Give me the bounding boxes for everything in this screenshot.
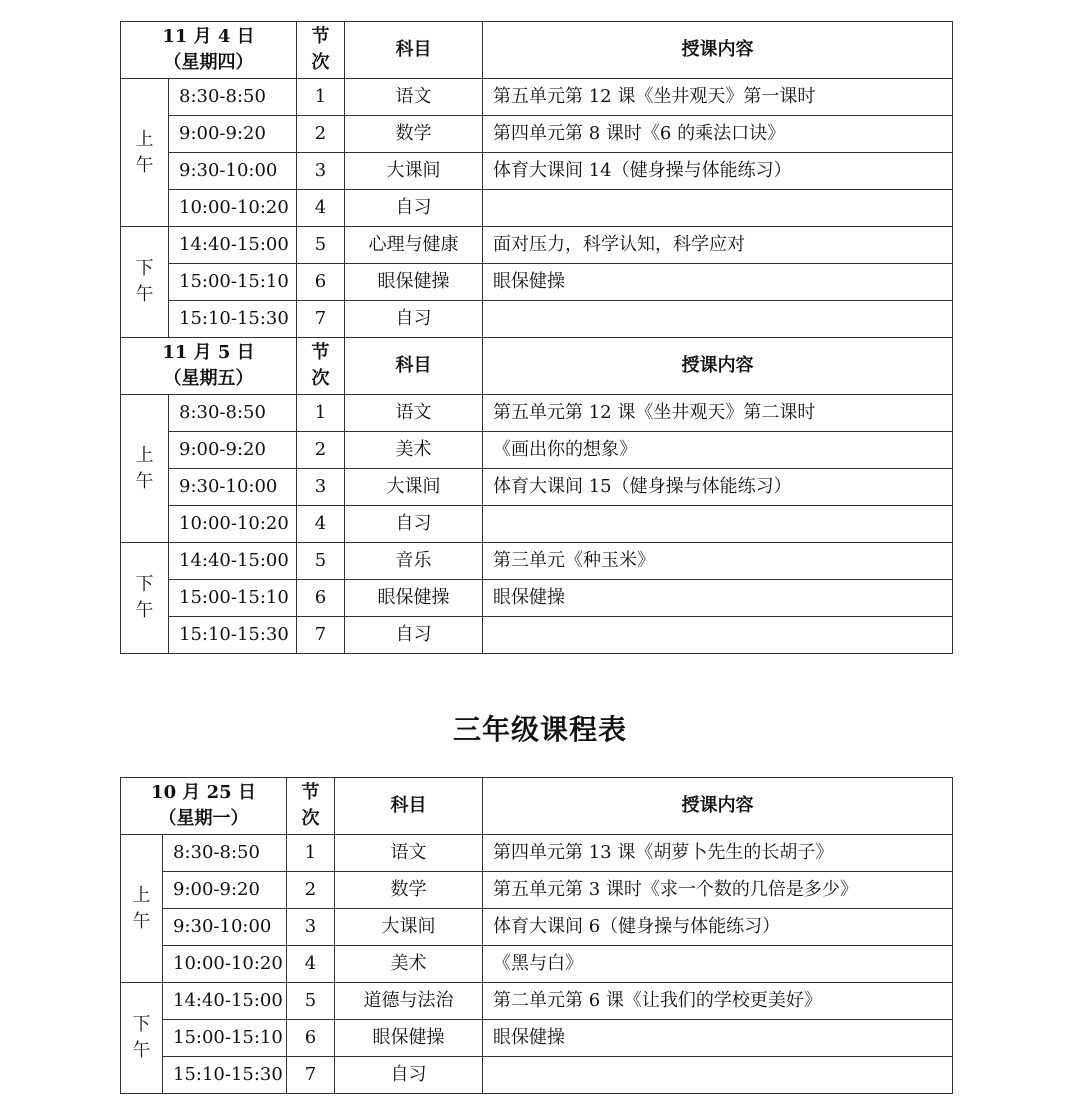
period-header: 节 次 (297, 22, 345, 79)
time-cell: 15:00-15:10 (169, 264, 297, 301)
time-cell: 8:30-8:50 (163, 835, 287, 872)
table-row (121, 617, 953, 654)
period-number: 6 (287, 1020, 335, 1057)
subject-cell: 语文 (345, 79, 483, 116)
subject-cell: 语文 (335, 835, 483, 872)
time-cell: 15:10-15:30 (169, 617, 297, 654)
content-cell: 第四单元第 8 课时《6 的乘法口诀》 (483, 116, 953, 153)
subject-header: 科目 (335, 778, 483, 835)
time-cell: 9:00-9:20 (169, 432, 297, 469)
time-cell: 10:00-10:20 (163, 946, 287, 983)
table-row (121, 116, 953, 153)
content-cell: 眼保健操 (483, 1020, 953, 1057)
time-cell: 9:30-10:00 (169, 153, 297, 190)
day-header-row (121, 778, 953, 835)
table-row (121, 264, 953, 301)
content-cell: 体育大课间 15（健身操与体能练习） (483, 469, 953, 506)
day-date-cell (121, 778, 287, 835)
subject-cell: 音乐 (345, 543, 483, 580)
period-number: 3 (287, 909, 335, 946)
content-cell: 眼保健操 (483, 580, 953, 617)
period-header: 节 次 (297, 338, 345, 395)
table-row (121, 190, 953, 227)
period-number: 2 (287, 872, 335, 909)
subject-cell: 道德与法治 (335, 983, 483, 1020)
subject-cell: 大课间 (345, 153, 483, 190)
period-number: 6 (297, 580, 345, 617)
subject-cell: 数学 (345, 116, 483, 153)
subject-cell: 大课间 (345, 469, 483, 506)
subject-header: 科目 (345, 22, 483, 79)
content-header: 授课内容 (483, 22, 953, 79)
content-header: 授课内容 (483, 338, 953, 395)
day-weekday: （星期一） (158, 808, 249, 829)
content-cell (483, 506, 953, 543)
subject-cell: 语文 (345, 395, 483, 432)
day-date: 11 月 4 日 (162, 26, 255, 47)
table-row (121, 395, 953, 432)
table-row (121, 227, 953, 264)
subject-cell: 心理与健康 (345, 227, 483, 264)
schedule-table-grade3 (120, 777, 953, 1094)
table-row (121, 79, 953, 116)
time-cell: 9:00-9:20 (163, 872, 287, 909)
subject-cell: 眼保健操 (335, 1020, 483, 1057)
time-cell: 14:40-15:00 (169, 227, 297, 264)
subject-cell: 自习 (345, 506, 483, 543)
content-cell (483, 1057, 953, 1094)
subject-cell: 自习 (345, 190, 483, 227)
period-number: 4 (297, 190, 345, 227)
time-cell: 8:30-8:50 (169, 395, 297, 432)
day-header-row (121, 22, 953, 79)
period-header: 节 次 (287, 778, 335, 835)
period-number: 7 (297, 617, 345, 654)
period-number: 3 (297, 153, 345, 190)
schedule-table-grade2 (120, 21, 953, 654)
content-cell: 《画出你的想象》 (483, 432, 953, 469)
time-cell: 15:10-15:30 (163, 1057, 287, 1094)
table-row (121, 543, 953, 580)
period-number: 4 (297, 506, 345, 543)
day-date: 11 月 5 日 (162, 342, 255, 363)
time-cell: 9:30-10:00 (169, 469, 297, 506)
content-cell (483, 301, 953, 338)
half-morning: 上 午 (121, 835, 163, 983)
subject-cell: 自习 (345, 617, 483, 654)
content-cell: 面对压力，科学认知，科学应对 (483, 227, 953, 264)
time-cell: 9:00-9:20 (169, 116, 297, 153)
table-row (121, 432, 953, 469)
time-cell: 8:30-8:50 (169, 79, 297, 116)
table-row (121, 580, 953, 617)
table-row (121, 153, 953, 190)
day-header-row (121, 338, 953, 395)
content-cell: 体育大课间 14（健身操与体能练习） (483, 153, 953, 190)
section-title: 三年级课程表 (452, 713, 627, 746)
content-cell: 《黑与白》 (483, 946, 953, 983)
content-cell (483, 190, 953, 227)
content-cell: 第二单元第 6 课《让我们的学校更美好》 (483, 983, 953, 1020)
time-cell: 10:00-10:20 (169, 506, 297, 543)
time-cell: 14:40-15:00 (163, 983, 287, 1020)
content-cell: 第五单元第 12 课《坐井观天》第二课时 (483, 395, 953, 432)
period-number: 5 (297, 543, 345, 580)
half-morning: 上 午 (121, 395, 169, 543)
subject-cell: 眼保健操 (345, 580, 483, 617)
half-morning: 上 午 (121, 79, 169, 227)
table-row (121, 983, 953, 1020)
table-row (121, 872, 953, 909)
time-cell: 15:10-15:30 (169, 301, 297, 338)
content-cell: 第四单元第 13 课《胡萝卜先生的长胡子》 (483, 835, 953, 872)
content-cell (483, 617, 953, 654)
table-row (121, 506, 953, 543)
half-afternoon: 下 午 (121, 227, 169, 338)
period-number: 6 (297, 264, 345, 301)
period-number: 2 (297, 432, 345, 469)
half-afternoon: 下 午 (121, 543, 169, 654)
table-row (121, 301, 953, 338)
period-number: 7 (297, 301, 345, 338)
day-weekday: （星期五） (163, 368, 254, 389)
subject-cell: 自习 (335, 1057, 483, 1094)
day-date-cell (121, 338, 297, 395)
period-number: 1 (287, 835, 335, 872)
subject-cell: 大课间 (335, 909, 483, 946)
period-number: 3 (297, 469, 345, 506)
subject-cell: 美术 (345, 432, 483, 469)
table-row (121, 469, 953, 506)
time-cell: 10:00-10:20 (169, 190, 297, 227)
day-date: 10 月 25 日 (151, 782, 256, 803)
period-number: 2 (297, 116, 345, 153)
content-cell: 体育大课间 6（健身操与体能练习） (483, 909, 953, 946)
content-cell: 第三单元《种玉米》 (483, 543, 953, 580)
day-weekday: （星期四） (163, 52, 254, 73)
subject-cell: 眼保健操 (345, 264, 483, 301)
content-cell: 眼保健操 (483, 264, 953, 301)
time-cell: 14:40-15:00 (169, 543, 297, 580)
content-header: 授课内容 (483, 778, 953, 835)
time-cell: 15:00-15:10 (169, 580, 297, 617)
period-number: 5 (297, 227, 345, 264)
time-cell: 15:00-15:10 (163, 1020, 287, 1057)
period-number: 7 (287, 1057, 335, 1094)
period-number: 4 (287, 946, 335, 983)
subject-cell: 美术 (335, 946, 483, 983)
period-number: 1 (297, 395, 345, 432)
table-row (121, 1057, 953, 1094)
content-cell: 第五单元第 12 课《坐井观天》第一课时 (483, 79, 953, 116)
table-row (121, 946, 953, 983)
period-number: 1 (297, 79, 345, 116)
subject-cell: 数学 (335, 872, 483, 909)
table-row (121, 1020, 953, 1057)
table-row (121, 909, 953, 946)
time-cell: 9:30-10:00 (163, 909, 287, 946)
subject-header: 科目 (345, 338, 483, 395)
content-cell: 第五单元第 3 课时《求一个数的几倍是多少》 (483, 872, 953, 909)
subject-cell: 自习 (345, 301, 483, 338)
half-afternoon: 下 午 (121, 983, 163, 1094)
period-number: 5 (287, 983, 335, 1020)
table-row (121, 835, 953, 872)
day-date-cell (121, 22, 297, 79)
